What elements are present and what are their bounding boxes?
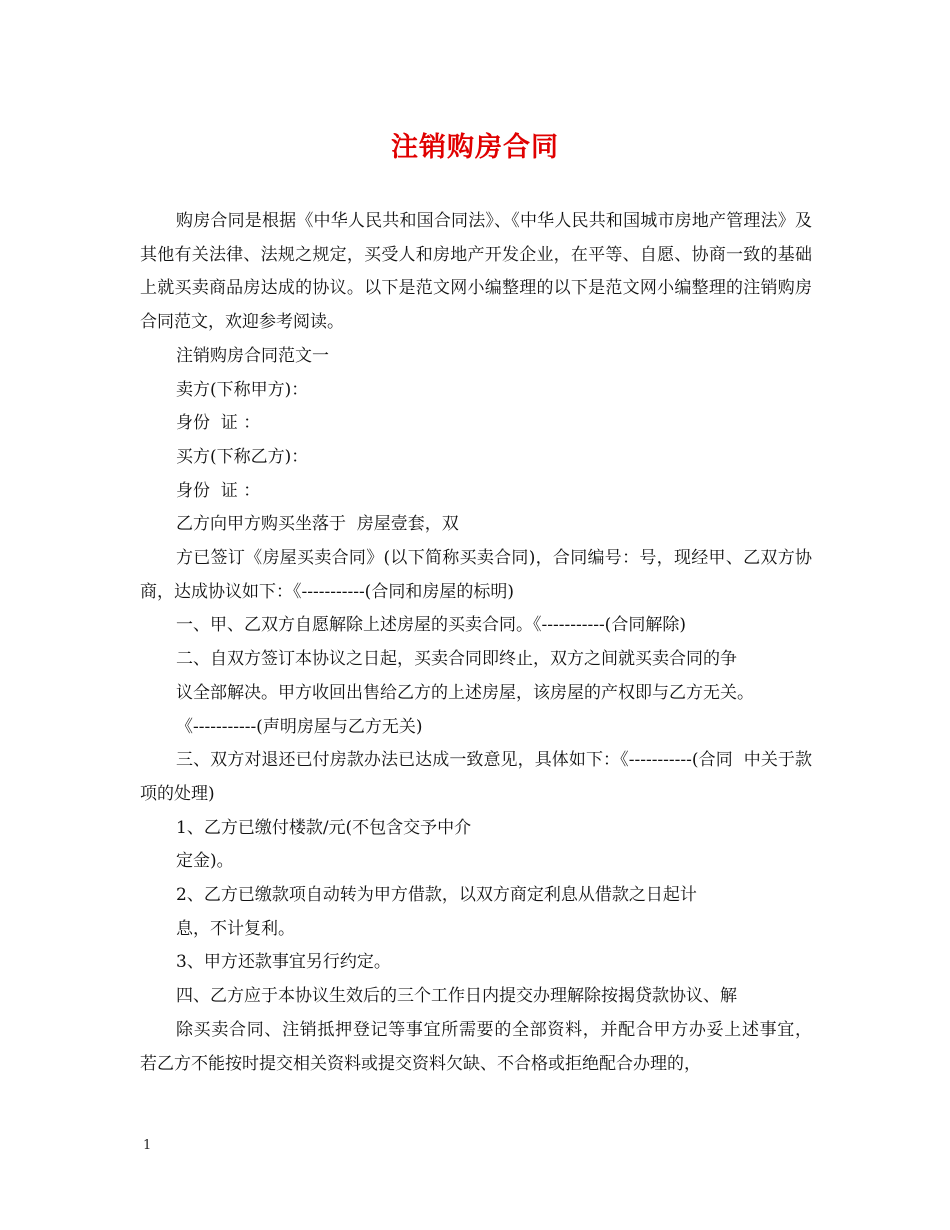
clause-3: 三、双方对退还已付房款办法已达成一致意见，具体如下：《-----------(合同 中关于款项的处理) (140, 750, 812, 804)
item-2-line-2: 息，不计复利。 (176, 918, 295, 939)
signed-clause: 方已签订《房屋买卖合同》(以下简称买卖合同)，合同编号：号，现经甲、乙双方协商，达成协议如下：《-----------(合同和房屋的标明) (140, 548, 812, 602)
clause-1: 一、甲、乙双方自愿解除上述房屋的买卖合同。《-----------(合同解除) (176, 615, 686, 636)
clause-4-line-1: 四、乙方应于本协议生效后的三个工作日内提交办理解除按揭贷款协议、解 (176, 986, 737, 1007)
page-number: 1 (143, 1138, 152, 1153)
clause-4-line-2: 除买卖合同、注销抵押登记等事宜所需要的全部资料，并配合甲方办妥上述事宜， 若乙方不能按时提交相关资料或提交资料欠缺、不合格或拒绝配合办理的， (140, 1019, 823, 1074)
document-body (140, 205, 823, 1081)
seller-label: 卖方(下称甲方)： (176, 379, 309, 400)
item-1-line-2: 定金)。 (176, 851, 234, 872)
item-3: 3、甲方还款事宜另行约定。 (176, 952, 391, 973)
item-2-line-1: 2、乙方已缴款项自动转为甲方借款，以双方商定利息从借款之日起计 (176, 885, 697, 906)
document-title: 注销购房合同 (391, 132, 559, 163)
clause-2-line-2: 议全部解决。甲方收回出售给乙方的上述房屋，该房屋的产权即与乙方无关。 (176, 682, 754, 703)
clause-2-line-3: 《-----------(声明房屋与乙方无关) (176, 716, 423, 737)
section-heading: 注销购房合同范文一 (176, 345, 329, 366)
buyer-label: 买方(下称乙方)： (176, 446, 309, 467)
item-1-line-1: 1、乙方已缴付楼款/元(不包含交予中介 (176, 817, 472, 838)
buyer-id-label: 身份 证 ： (176, 480, 261, 501)
intro-paragraph: 购房合同是根据《中华人民共和国合同法》、《中华人民共和国城市房地产管理法》及其他有关法律、法规之规定，买受人和房地产开发企业，在平等、自愿、协商一致的基础上就买卖商品房达成的协议。以下是范文网小编整理的以下是范文网小编整理的注销购房合同范文，欢迎参考阅读。 (140, 211, 812, 333)
seller-id-label: 身份 证 ： (176, 413, 261, 434)
purchase-line: 乙方向甲方购买坐落于 房屋壹套，双 (176, 514, 459, 535)
clause-2-line-1: 二、自双方签订本协议之日起，买卖合同即终止，双方之间就买卖合同的争 (176, 649, 737, 670)
